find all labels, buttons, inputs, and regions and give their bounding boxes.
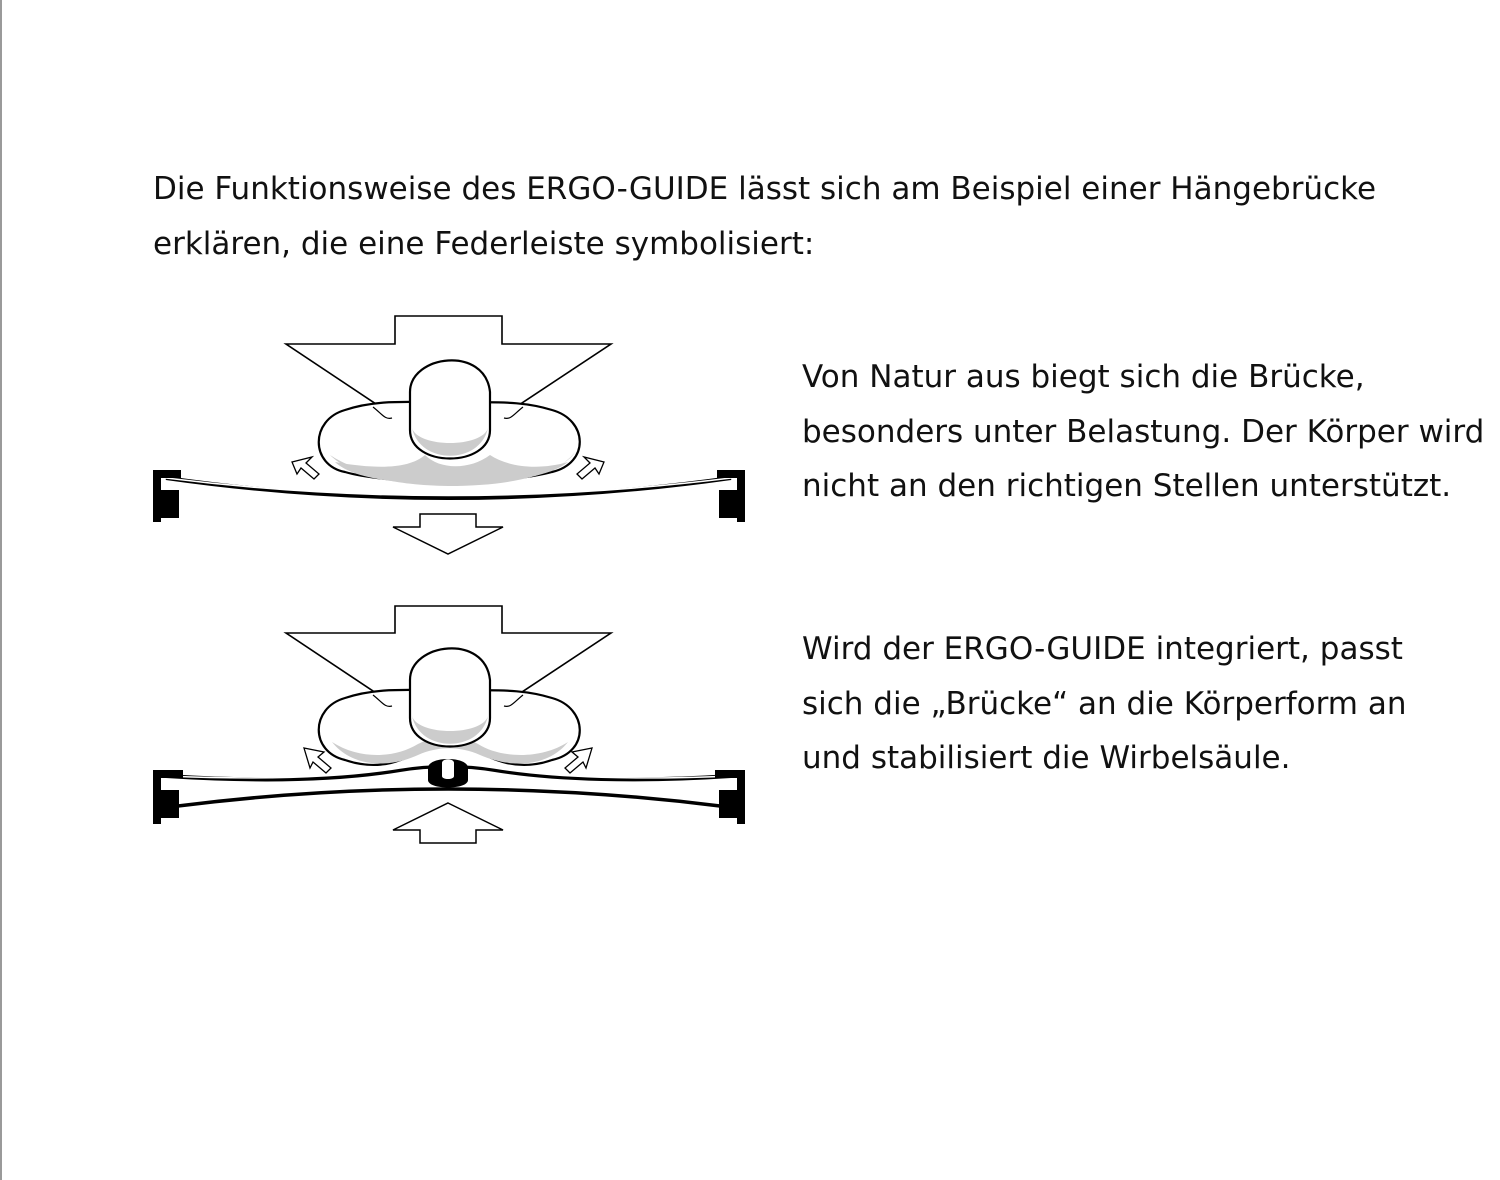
intro-line-1: Die Funktionsweise des ERGO-GUIDE lässt sich am Beispiel einer Hängebrücke xyxy=(153,171,1377,207)
caption-sagging xyxy=(802,350,1500,514)
side-arrow-right xyxy=(577,457,604,479)
bracket-left xyxy=(153,470,181,522)
support-arrow-up xyxy=(393,803,503,843)
intro-text xyxy=(153,162,1483,272)
caption-2-line-1: Wird der ERGO-GUIDE integriert, passt xyxy=(802,631,1403,667)
caption-supported xyxy=(802,622,1500,786)
diagram-supported-bridge xyxy=(140,595,760,855)
ergo-guide-element xyxy=(428,759,468,788)
caption-1-line-1: Von Natur aus biegt sich die Brücke, xyxy=(802,359,1365,395)
caption-1-line-3: nicht an den richtigen Stellen unterstützt. xyxy=(802,468,1452,504)
caption-1-line-2: besonders unter Belastung. Der Körper wird xyxy=(802,413,1485,450)
caption-2-line-2: sich die „Brücke“ an die Körperform an xyxy=(802,685,1407,722)
bracket-right xyxy=(717,470,745,522)
caption-2-line-3: und stabilisiert die Wirbelsäule. xyxy=(802,740,1291,776)
page-edge-line xyxy=(0,0,2,1180)
diagram-sagging-bridge xyxy=(140,305,760,565)
intro-line-2: erklären, die eine Federleiste symbolisiert: xyxy=(153,226,815,262)
deflection-arrow-down xyxy=(393,514,503,554)
side-arrow-left xyxy=(292,457,319,479)
